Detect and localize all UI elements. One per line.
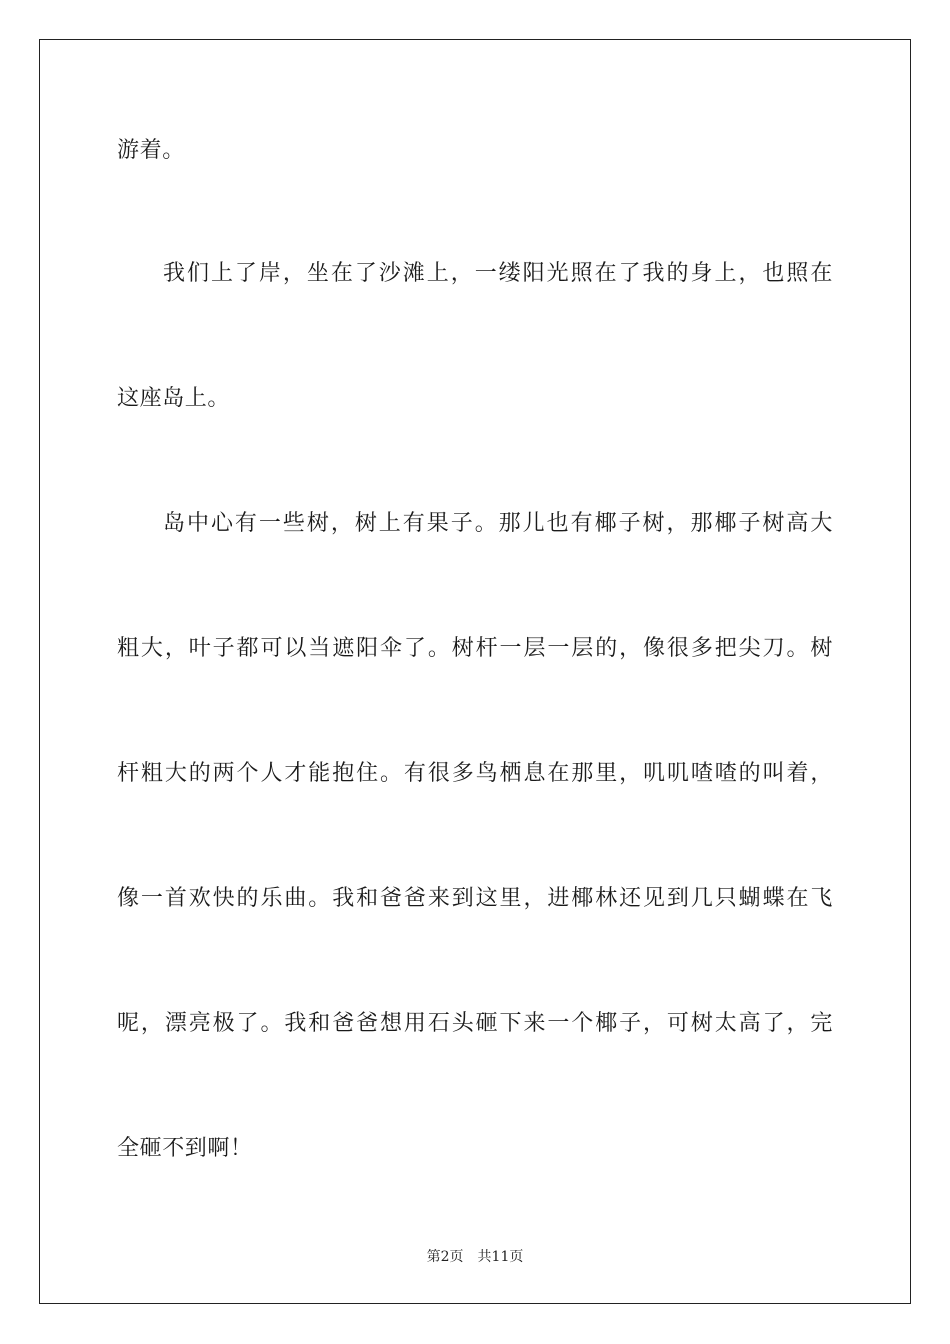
paragraph-line: 游着。 [117, 138, 185, 163]
paragraph-line: 这座岛上。 [117, 386, 231, 411]
page-number: 第2页 [426, 1249, 464, 1265]
paragraph-line: 像一首欢快的乐曲。我和爸爸来到这里，进椰林还见到几只蝴蝶在飞 [117, 886, 833, 911]
paragraph-line: 呢，漂亮极了。我和爸爸想用石头砸下来一个椰子，可树太高了，完 [117, 1011, 833, 1036]
paragraph-line: 我们上了岸，坐在了沙滩上，一缕阳光照在了我的身上，也照在 [163, 261, 833, 286]
page-footer [0, 1247, 950, 1267]
paragraph-line: 全砸不到啊！ [117, 1136, 253, 1161]
paragraph-line: 粗大，叶子都可以当遮阳伞了。树杆一层一层的，像很多把尖刀。树 [117, 636, 833, 661]
paragraph-line: 岛中心有一些树，树上有果子。那儿也有椰子树，那椰子树高大 [163, 511, 833, 536]
page-total: 共11页 [477, 1249, 524, 1265]
paragraph-line: 杆粗大的两个人才能抱住。有很多鸟栖息在那里，叽叽喳喳的叫着， [117, 761, 833, 786]
page-border [39, 39, 911, 1304]
